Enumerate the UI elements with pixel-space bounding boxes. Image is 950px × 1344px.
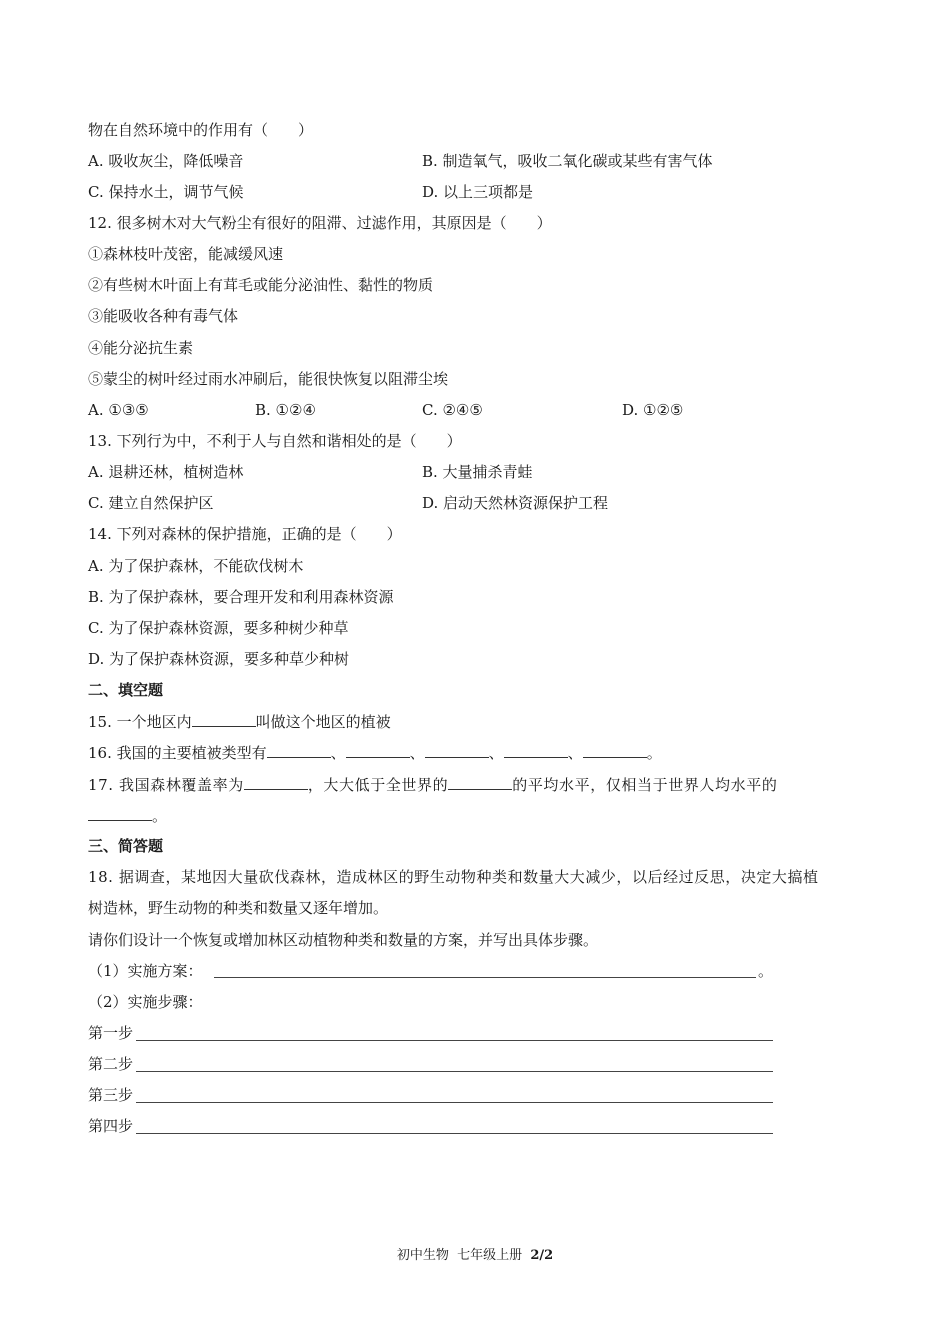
q18-step-4-label: 第四步 [88, 1117, 134, 1135]
q18-plan-label: （1）实施方案： [88, 962, 203, 980]
q16-text-pre: 16. 我国的主要植被类型有 [88, 744, 267, 762]
q17-text-pre: 17. 我国森林覆盖率为 [88, 776, 244, 794]
q13-option-b: B. 大量捕杀青蛙 [422, 463, 533, 481]
q11-stem: 物在自然环境中的作用有（ ） [88, 121, 314, 139]
section-fill-in-heading: 二、填空题 [88, 681, 164, 699]
q17 [88, 774, 777, 795]
q17-blank-3[interactable] [88, 805, 152, 821]
q18-step-3-label: 第三步 [88, 1086, 134, 1104]
q17-blank-2[interactable] [448, 774, 512, 790]
q16-sep-2: 、 [409, 744, 425, 762]
q18-paragraph-1: 18. 据调查，某地因大量砍伐森林，造成林区的野生动物种类和数量大大减少，以后经过反思，决定大搞植 [88, 868, 819, 886]
q16-blank-1[interactable] [267, 742, 331, 758]
q14-stem: 14. 下列对森林的保护措施，正确的是（ ） [88, 525, 402, 543]
q17-text-mid1: ，大大低于全世界的 [307, 776, 449, 794]
q16 [88, 742, 662, 763]
q12-option-b: B. ①②④ [255, 401, 316, 419]
q18-plan-answer-line[interactable] [214, 977, 756, 978]
q16-end: 。 [646, 744, 662, 762]
q12-option-a: A. ①③⑤ [88, 401, 149, 419]
q15-text-pre: 15. 一个地区内 [88, 713, 192, 731]
q18-step-2-label: 第二步 [88, 1055, 134, 1073]
q17-continued [88, 805, 167, 826]
q12-stem: 12. 很多树木对大气粉尘有很好的阻滞、过滤作用，其原因是（ ） [88, 214, 552, 232]
q18-step-1-answer-line[interactable] [136, 1040, 773, 1041]
q16-blank-5[interactable] [583, 742, 647, 758]
q16-blank-3[interactable] [425, 742, 489, 758]
q16-blank-2[interactable] [346, 742, 410, 758]
q15-blank[interactable] [192, 711, 256, 727]
q11-option-a: A. 吸收灰尘，降低噪音 [88, 152, 244, 170]
page-footer [0, 1247, 950, 1265]
q14-option-b: B. 为了保护森林，要合理开发和利用森林资源 [88, 588, 394, 606]
q14-option-a: A. 为了保护森林，不能砍伐树木 [88, 557, 304, 575]
q13-option-a: A. 退耕还林，植树造林 [88, 463, 244, 481]
q16-sep-4: 、 [567, 744, 583, 762]
q17-blank-1[interactable] [244, 774, 308, 790]
q14-option-d: D. 为了保护森林资源，要多种草少种树 [88, 650, 350, 668]
q13-option-c: C. 建立自然保护区 [88, 494, 214, 512]
section-short-answer-heading: 三、简答题 [88, 837, 164, 855]
q18-paragraph-3: 请你们设计一个恢复或增加林区动植物种类和数量的方案，并写出具体步骤。 [88, 931, 599, 949]
q12-statement-2: ②有些树木叶面上有茸毛或能分泌油性、黏性的物质 [88, 276, 434, 294]
q15 [88, 711, 391, 732]
q18-paragraph-2: 树造林，野生动物的种类和数量又逐年增加。 [88, 899, 389, 917]
q12-statement-3: ③能吸收各种有毒气体 [88, 307, 239, 325]
q12-statement-4: ④能分泌抗生素 [88, 339, 194, 357]
q14-option-c: C. 为了保护森林资源，要多种树少种草 [88, 619, 349, 637]
q11-option-c: C. 保持水土，调节气候 [88, 183, 244, 201]
q18-step-1-label: 第一步 [88, 1024, 134, 1042]
q15-text-post: 叫做这个地区的植被 [255, 713, 391, 731]
q12-option-d: D. ①②⑤ [622, 401, 684, 419]
q12-option-c: C. ②④⑤ [422, 401, 483, 419]
q16-blank-4[interactable] [504, 742, 568, 758]
q16-sep-3: 、 [488, 744, 504, 762]
q17-end: 。 [152, 807, 168, 825]
q18-step-2-answer-line[interactable] [136, 1071, 773, 1072]
q12-statement-5: ⑤蒙尘的树叶经过雨水冲刷后，能很快恢复以阻滞尘埃 [88, 370, 449, 388]
q16-sep-1: 、 [330, 744, 346, 762]
q18-step-4-answer-line[interactable] [136, 1133, 773, 1134]
q11-option-b: B. 制造氧气，吸收二氧化碳或某些有害气体 [422, 152, 713, 170]
page-number: 2/2 [530, 1248, 554, 1263]
q18-step-3-answer-line[interactable] [136, 1102, 773, 1103]
q13-option-d: D. 启动天然林资源保护工程 [422, 494, 609, 512]
q18-plan-end: 。 [758, 962, 774, 980]
q11-option-d: D. 以上三项都是 [422, 183, 534, 201]
q13-stem: 13. 下列行为中，不利于人与自然和谐相处的是（ ） [88, 432, 462, 450]
footer-text: 初中生物 七年级上册 [396, 1248, 531, 1263]
q12-statement-1: ①森林枝叶茂密，能减缓风速 [88, 245, 284, 263]
q18-steps-label: （2）实施步骤： [88, 993, 203, 1011]
q17-text-mid2: 的平均水平，仅相当于世界人均水平的 [512, 776, 778, 794]
